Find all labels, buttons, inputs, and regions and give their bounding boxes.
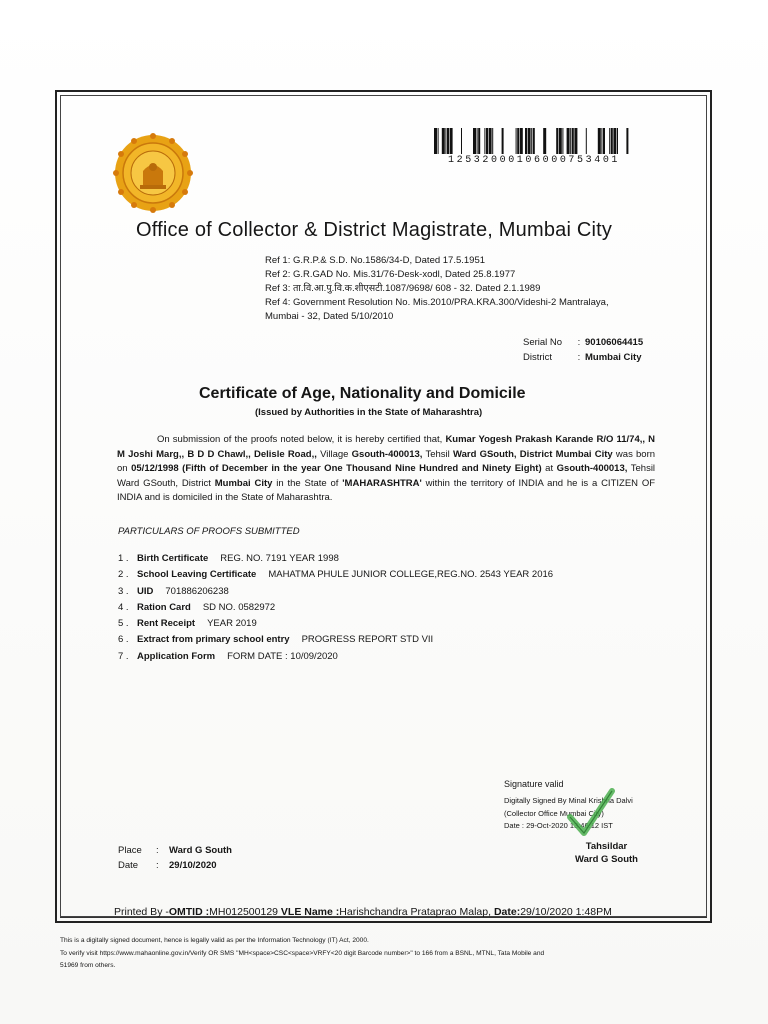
proof-number: 6 . [118,634,129,646]
proof-label: Extract from primary school entry [137,634,290,646]
printed-by-label: Printed By - [114,906,169,918]
proofs-list [118,551,658,665]
office-title: Office of Collector & District Magistrate, Mumbai City [136,219,613,241]
body-tehsil-label: Tehsil [425,448,450,460]
proof-number: 4 . [118,601,129,613]
footer-line-1: This is a digitally signed document, hence is legally valid as per the Information Technology (IT) Act, 2000. [60,937,369,944]
certificate-title: Certificate of Age, Nationality and Domicile [199,385,526,402]
proof-value: SD NO. 0582972 [202,601,276,613]
body-closing: within the territory of INDIA and he is a CITIZEN OF INDIA and is domiciled in the State of Maharashtra. [117,477,656,503]
print-date-value: 29/10/2020 1:48PM [520,906,612,918]
footer-notes [60,935,720,973]
print-date-label: Date: [493,906,521,918]
certificate-subtitle: (Issued by Authorities in the State of Maharashtra) [255,407,483,418]
proof-value: PROGRESS REPORT STD VII [301,634,434,646]
district-label: District [523,352,553,363]
footer-line-3: 51969 from others. [60,962,116,969]
serial-block: Serial No : 90106064415 District : Mumbai City [523,337,644,363]
signatory-ward: Ward G South [575,854,638,865]
body-district: Mumbai City [214,477,273,489]
proof-number: 7 . [118,650,129,662]
references-list [265,254,695,324]
reference-4-cont: Mumbai - 32, Dated 5/10/2010 [265,311,394,322]
footer-line-2: To verify visit https://www.mahaonline.gov.in/Verify OR SMS "MH<space>CSC<space>VRFY<20 digit Barcode number>" to 166 from a BSNL, MTNL, Tata Mobile and [60,949,545,957]
vle-value: Harishchandra Prataprao Malap, [339,906,492,918]
proof-value: FORM DATE : 10/09/2020 [227,650,338,662]
list-item [118,616,658,632]
proof-number: 5 . [118,618,129,630]
body-village: Gsouth-400013, [351,448,423,460]
body-at-label: at [545,463,554,474]
body-born-label: was born on [117,448,656,474]
body-name: Kumar Yogesh Prakash Karande R/O 11/74,, N M Joshi Marg,, B D D Chawl,, Delisle Road,, [117,434,656,460]
date-label: Date [118,859,139,871]
body-village-label: Village [320,448,349,460]
date-value: 29/10/2020 [169,859,217,871]
divider [60,917,707,918]
serial-label: Serial No [523,337,563,348]
maharashtra-seal-logo [113,133,193,213]
proof-label: Application Form [137,650,216,662]
proof-label: School Leaving Certificate [137,569,257,581]
list-item [118,584,658,600]
proof-number: 3 . [118,585,129,597]
body-tehsil: Ward GSouth, District Mumbai City [452,448,613,460]
reference-4: Ref 4: Government Resolution No. Mis.2010/PRA.KRA.300/Videshi-2 Mantralaya, [265,297,609,308]
body-tehsil2-label: Tehsil Ward GSouth, District [117,463,656,489]
signature-valid-label: Signature valid [504,779,564,789]
body-birth-date: 05/12/1998 (Fifth of December in the year One Thousand Nine Hundred and Ninety Eight) [131,463,542,474]
vle-label: VLE Name : [280,906,340,918]
signature-office: (Collector Office Mumbai City) [504,808,604,818]
proof-label: Birth Certificate [137,553,209,564]
list-item [118,600,658,616]
certificate-body [117,433,655,506]
body-intro: On submission of the proofs noted below, it is hereby certified that, [157,434,443,445]
omtid-label: OMTID : [168,906,210,918]
signatory-block [575,840,638,866]
proof-label: Rent Receipt [137,618,196,630]
list-item [118,551,658,567]
place-value: Ward G South [169,845,232,856]
proof-value: YEAR 2019 [207,618,257,630]
proof-number: 1 . [118,553,129,564]
proof-value: REG. NO. 7191 YEAR 1998 [220,553,339,564]
body-birth-place: Gsouth-400013, [556,463,628,474]
list-item [118,649,658,665]
barcode [434,128,638,154]
body-state-label: in the State of [276,477,339,489]
reference-1: Ref 1: G.R.P.& S.D. No.1586/34-D, Dated 17.5.1951 [265,255,486,266]
omtid-value: MH012500129 [209,906,278,918]
body-state: 'MAHARASHTRA' [342,477,422,489]
list-item [118,632,658,648]
proof-value: 701886206238 [165,585,229,597]
reference-3: Ref 3: ता.वि.आ.पु.वि.क.शीएसटी.1087/9698/ 608 - 32. Dated 2.1.1989 [265,283,541,294]
proof-label: Ration Card [137,601,191,613]
serial-value: 90106064415 [585,337,644,348]
particulars-heading: PARTICULARS OF PROOFS SUBMITTED [118,526,300,537]
signature-date: Date : 29-Oct-2020 13:46:12 IST [504,821,613,830]
barcode-number: 12532000106000753401 [448,155,621,166]
signature-signer: Digitally Signed By Minal Krishna Dalvi [504,796,633,805]
reference-2: Ref 2: G.R.GAD No. Mis.31/76-Desk-xodl, Dated 25.8.1977 [265,269,516,280]
proof-number: 2 . [118,569,129,581]
place-label: Place [118,845,142,856]
signatory-designation: Tahsildar [585,841,628,852]
signature-check-icon [566,787,616,839]
proof-label: UID [137,585,154,597]
proof-value: MAHATMA PHULE JUNIOR COLLEGE,REG.NO. 2543 YEAR 2016 [268,569,554,581]
place-date-block: Place : Ward G South Date : 29/10/2020 [118,844,232,873]
district-value: Mumbai City [585,352,642,363]
list-item [118,567,658,583]
